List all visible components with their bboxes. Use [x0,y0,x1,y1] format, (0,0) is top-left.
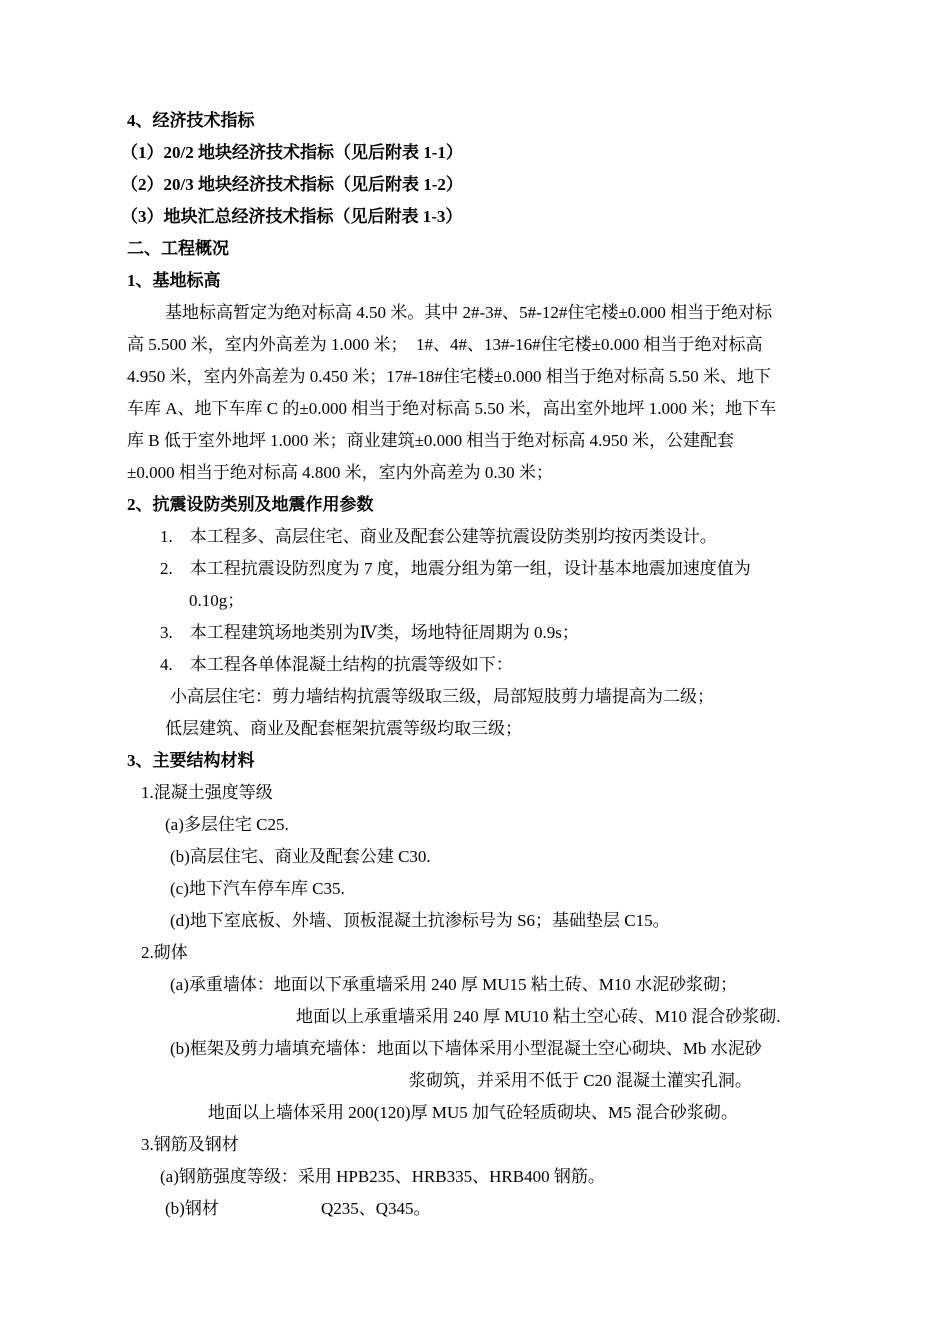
concrete-item-a: (a)多层住宅 C25. [165,815,289,834]
masonry-item-a: (a)承重墙体：地面以下承重墙采用 240 厚 MU15 粘土砖、M10 水泥砂浆砌； [170,975,738,994]
masonry-item-b-cont: 浆砌筑，并采用不低于 C20 混凝土灌实孔洞。 [409,1071,752,1090]
seismic-item-2-cont: 0.10g； [189,591,245,610]
paragraph-line: ±0.000 相当于绝对标高 4.800 米，室内外高差为 0.30 米； [127,463,553,482]
seismic-item-4: 4. 本工程各单体混凝土结构的抗震等级如下： [160,655,513,674]
concrete-item-d: (d)地下室底板、外墙、顶板混凝土抗渗标号为 S6；基础垫层 C15。 [170,911,670,930]
masonry-item-b: (b)框架及剪力墙填充墙体：地面以下墙体采用小型混凝土空心砌块、Mb 水泥砂 [170,1039,762,1058]
indicator-item-2: （2）20/3 地块经济技术指标（见后附表 1-2） [121,175,463,194]
steel-title: 3.钢筋及钢材 [141,1135,239,1154]
paragraph-line: 高 5.500 米，室内外高差为 1.000 米； 1#、4#、13#-16#住宅楼±0.000 相当于绝对标高 [127,335,763,354]
steel-item-b-value: Q235、Q345。 [321,1199,431,1218]
paragraph-line: 车库 A、地下车库 C 的±0.000 相当于绝对标高 5.50 米，高出室外地坪 1.000 米；地下车 [127,399,777,418]
seismic-sub-1: 小高层住宅：剪力墙结构抗震等级取三级，局部短肢剪力墙提高为二级； [170,687,714,706]
concrete-title: 1.混凝土强度等级 [141,783,273,802]
section-heading-materials: 3、主要结构材料 [127,751,255,770]
indicator-item-1: （1）20/2 地块经济技术指标（见后附表 1-1） [121,143,463,162]
seismic-sub-2: 低层建筑、商业及配套框架抗震等级均取三级； [165,719,522,738]
section-heading-seismic: 2、抗震设防类别及地震作用参数 [127,495,374,514]
seismic-item-2: 2. 本工程抗震设防烈度为 7 度，地震分组为第一组，设计基本地震加速度值为 [160,559,751,578]
concrete-item-b: (b)高层住宅、商业及配套公建 C30. [170,847,431,866]
paragraph-line: 基地标高暂定为绝对标高 4.50 米。其中 2#-3#、5#-12#住宅楼±0.000 相当于绝对标 [165,303,773,322]
seismic-item-1: 1. 本工程多、高层住宅、商业及配套公建等抗震设防类别均按丙类设计。 [160,527,717,546]
indicator-item-3: （3）地块汇总经济技术指标（见后附表 1-3） [121,207,463,226]
paragraph-line: 4.950 米，室内外高差为 0.450 米；17#-18#住宅楼±0.000 相当于绝对标高 5.50 米、地下 [127,367,771,386]
section-heading-indicators: 4、经济技术指标 [127,111,255,130]
section-heading-elevation: 1、基地标高 [127,271,221,290]
seismic-item-3: 3. 本工程建筑场地类别为Ⅳ类，场地特征周期为 0.9s； [160,623,579,642]
steel-item-a: (a)钢筋强度等级：采用 HPB235、HRB335、HRB400 钢筋。 [160,1167,605,1186]
masonry-item-b-above: 地面以上墙体采用 200(120)厚 MU5 加气砼轻质砌块、M5 混合砂浆砌。 [208,1103,738,1122]
chapter-heading-overview: 二、工程概况 [127,239,229,258]
paragraph-line: 库 B 低于室外地坪 1.000 米；商业建筑±0.000 相当于绝对标高 4.950 米，公建配套 [127,431,735,450]
concrete-item-c: (c)地下汽车停车库 C35. [170,879,345,898]
masonry-item-a-cont: 地面以上承重墙采用 240 厚 MU10 粘土空心砖、M10 混合砂浆砌. [296,1007,781,1026]
steel-item-b-label: (b)钢材 [165,1199,219,1218]
masonry-title: 2.砌体 [141,943,188,962]
